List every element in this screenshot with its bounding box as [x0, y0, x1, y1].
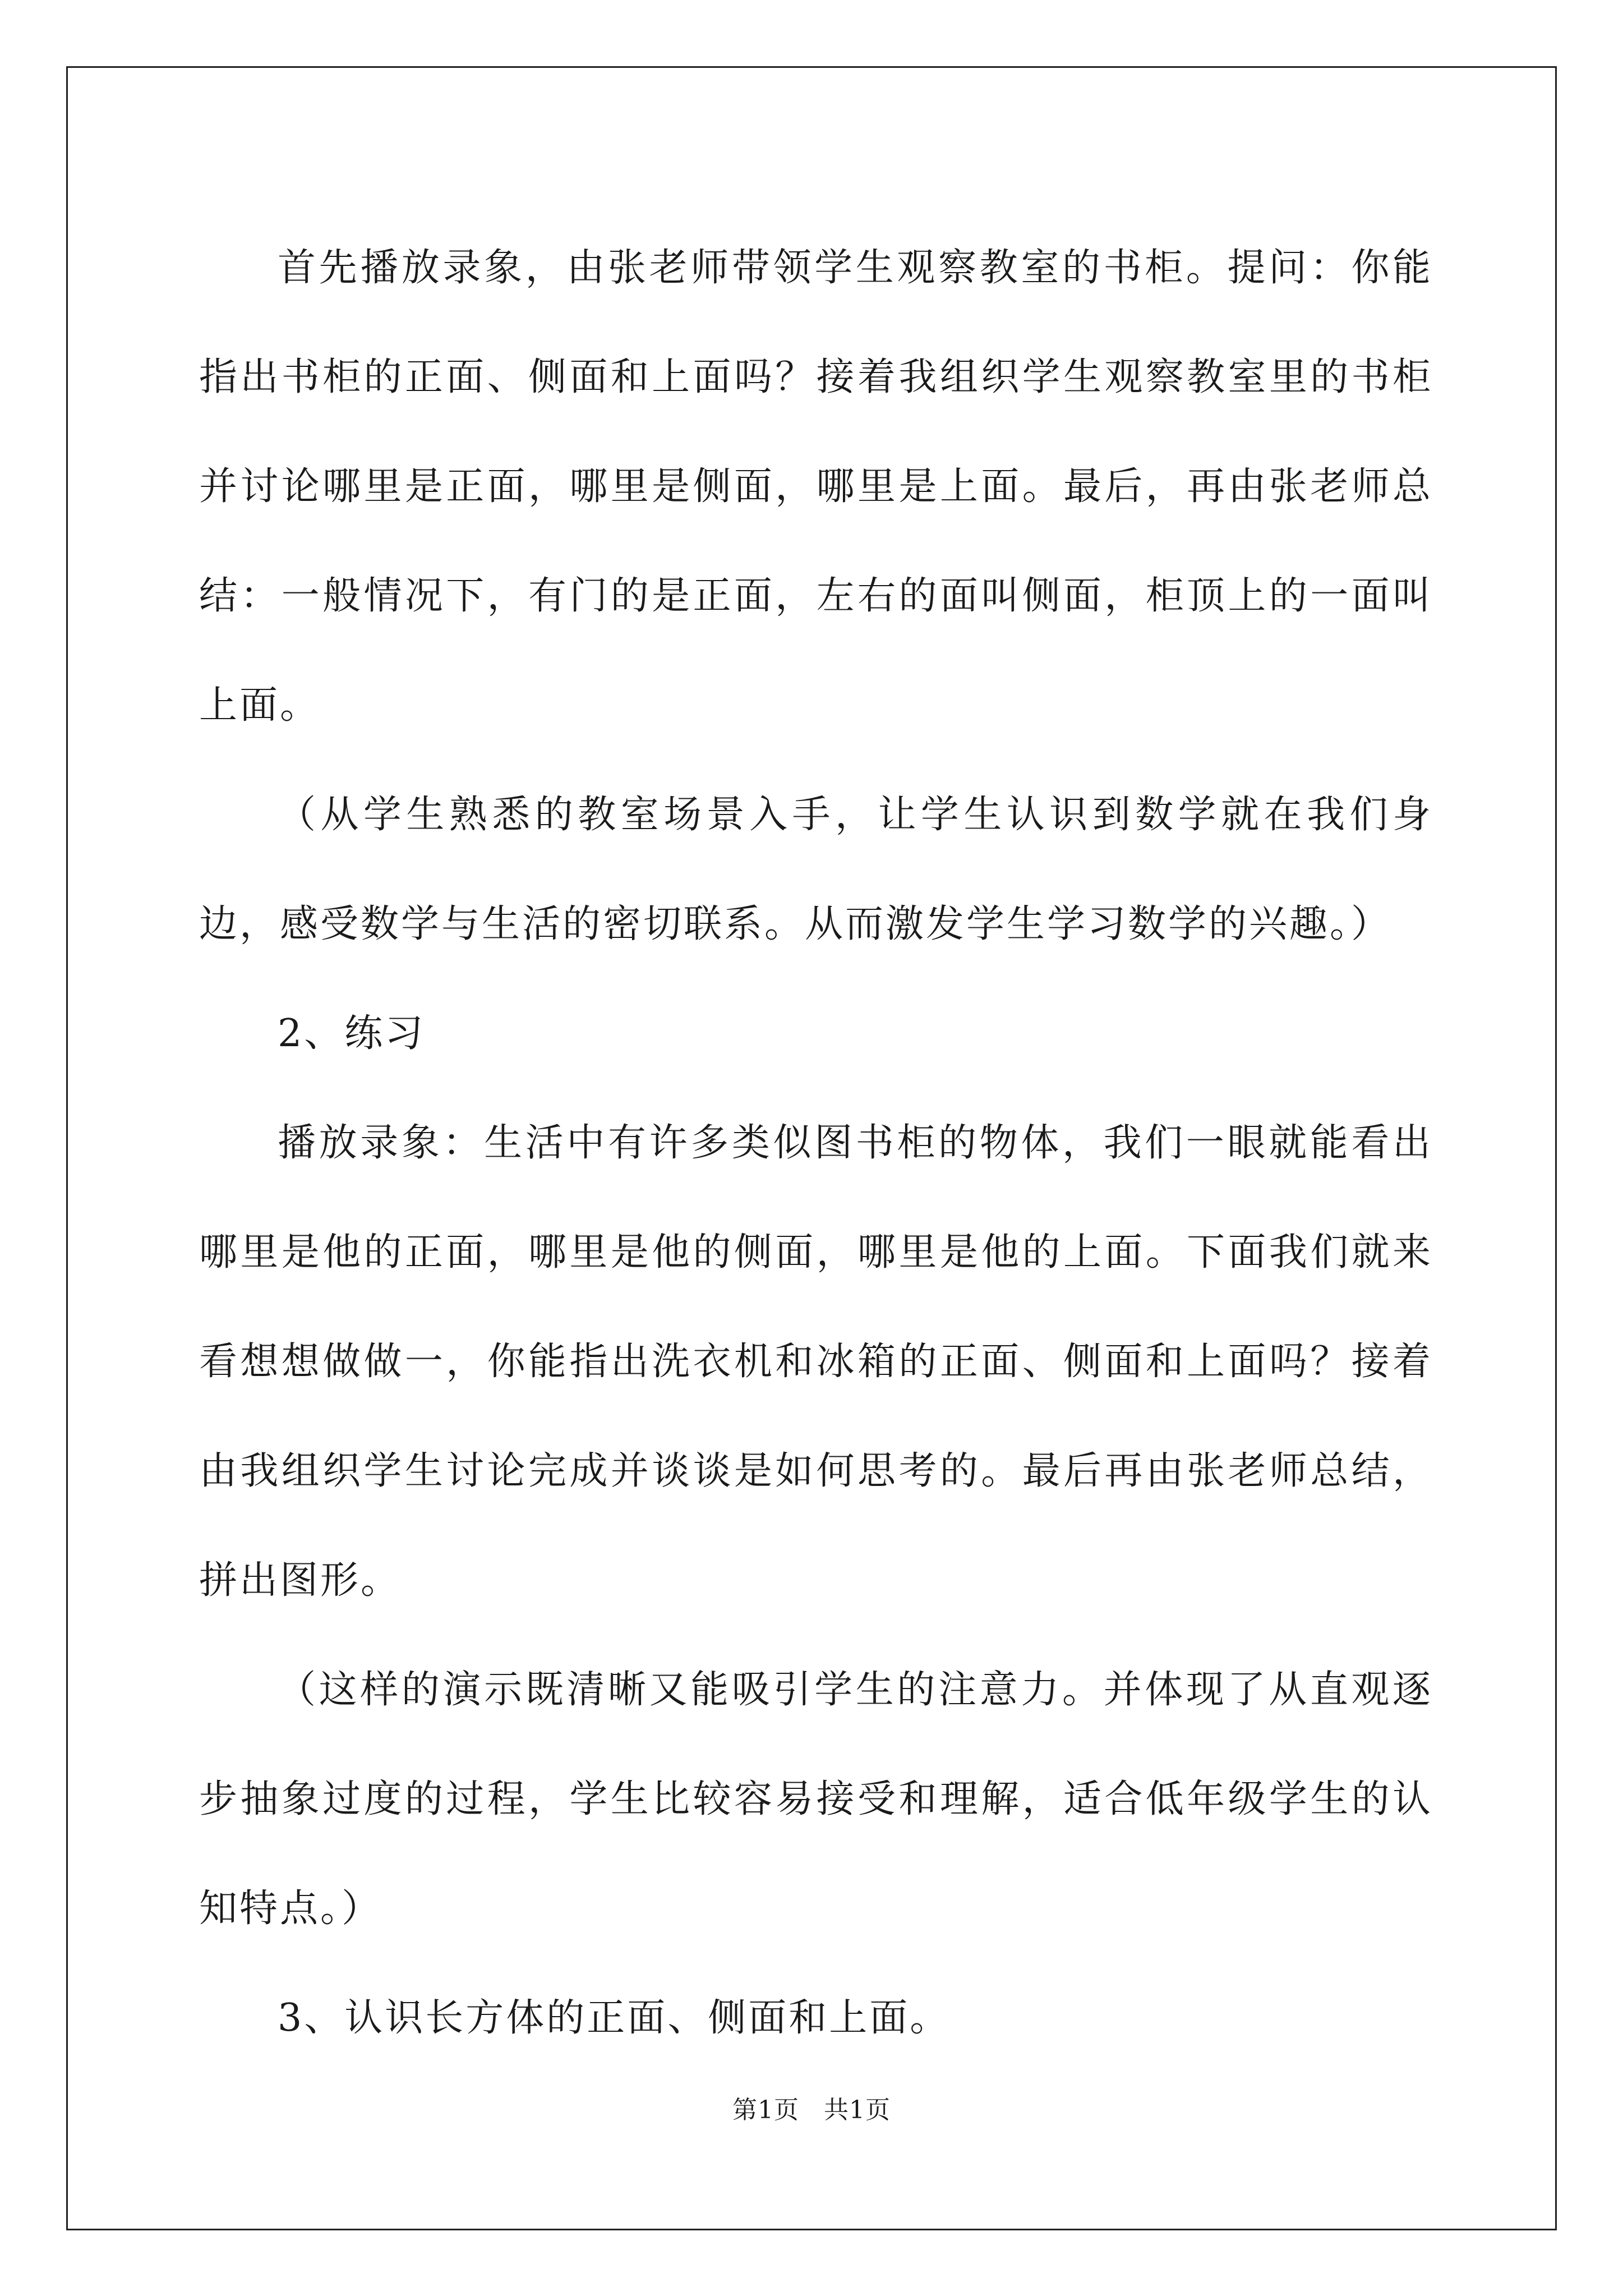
paragraph: 3、认识长方体的正面、侧面和上面。: [278, 1996, 951, 2040]
paragraph: （这样的演示既清晰又能吸引学生的注意力。并体现了从直观逐步抽象过度的过程，学生比较容易接受和理解，适合低年级学生的认知特点。）: [199, 1668, 1433, 1931]
paragraph: 首先播放录象，由张老师带领学生观察教室的书柜。提问：你能指出书柜的正面、侧面和上面吗？接着我组织学生观察教室里的书柜并讨论哪里是正面，哪里是侧面，哪里是上面。最后，再由张老师总结：一般情况下，有门的是正面，左右的面叫侧面，柜顶上的一面叫上面。: [199, 246, 1433, 728]
document-body: [199, 213, 1433, 2073]
page-number: 第1页: [732, 2096, 799, 2124]
page-footer: [0, 2090, 1623, 2125]
paragraph: （从学生熟悉的教室场景入手，让学生认识到数学就在我们身边，感受数学与生活的密切联系。从而激发学生学习数学的兴趣。）: [199, 793, 1433, 946]
page-total: 共1页: [824, 2096, 891, 2124]
paragraph: 2、练习: [278, 1011, 426, 1056]
paragraph: 播放录象：生活中有许多类似图书柜的物体，我们一眼就能看出哪里是他的正面，哪里是他的侧面，哪里是他的上面。下面我们就来看想想做做一，你能指出洗衣机和冰箱的正面、侧面和上面吗？接着由我组织学生讨论完成并谈谈是如何思考的。最后再由张老师总结，拼出图形。: [199, 1121, 1433, 1603]
